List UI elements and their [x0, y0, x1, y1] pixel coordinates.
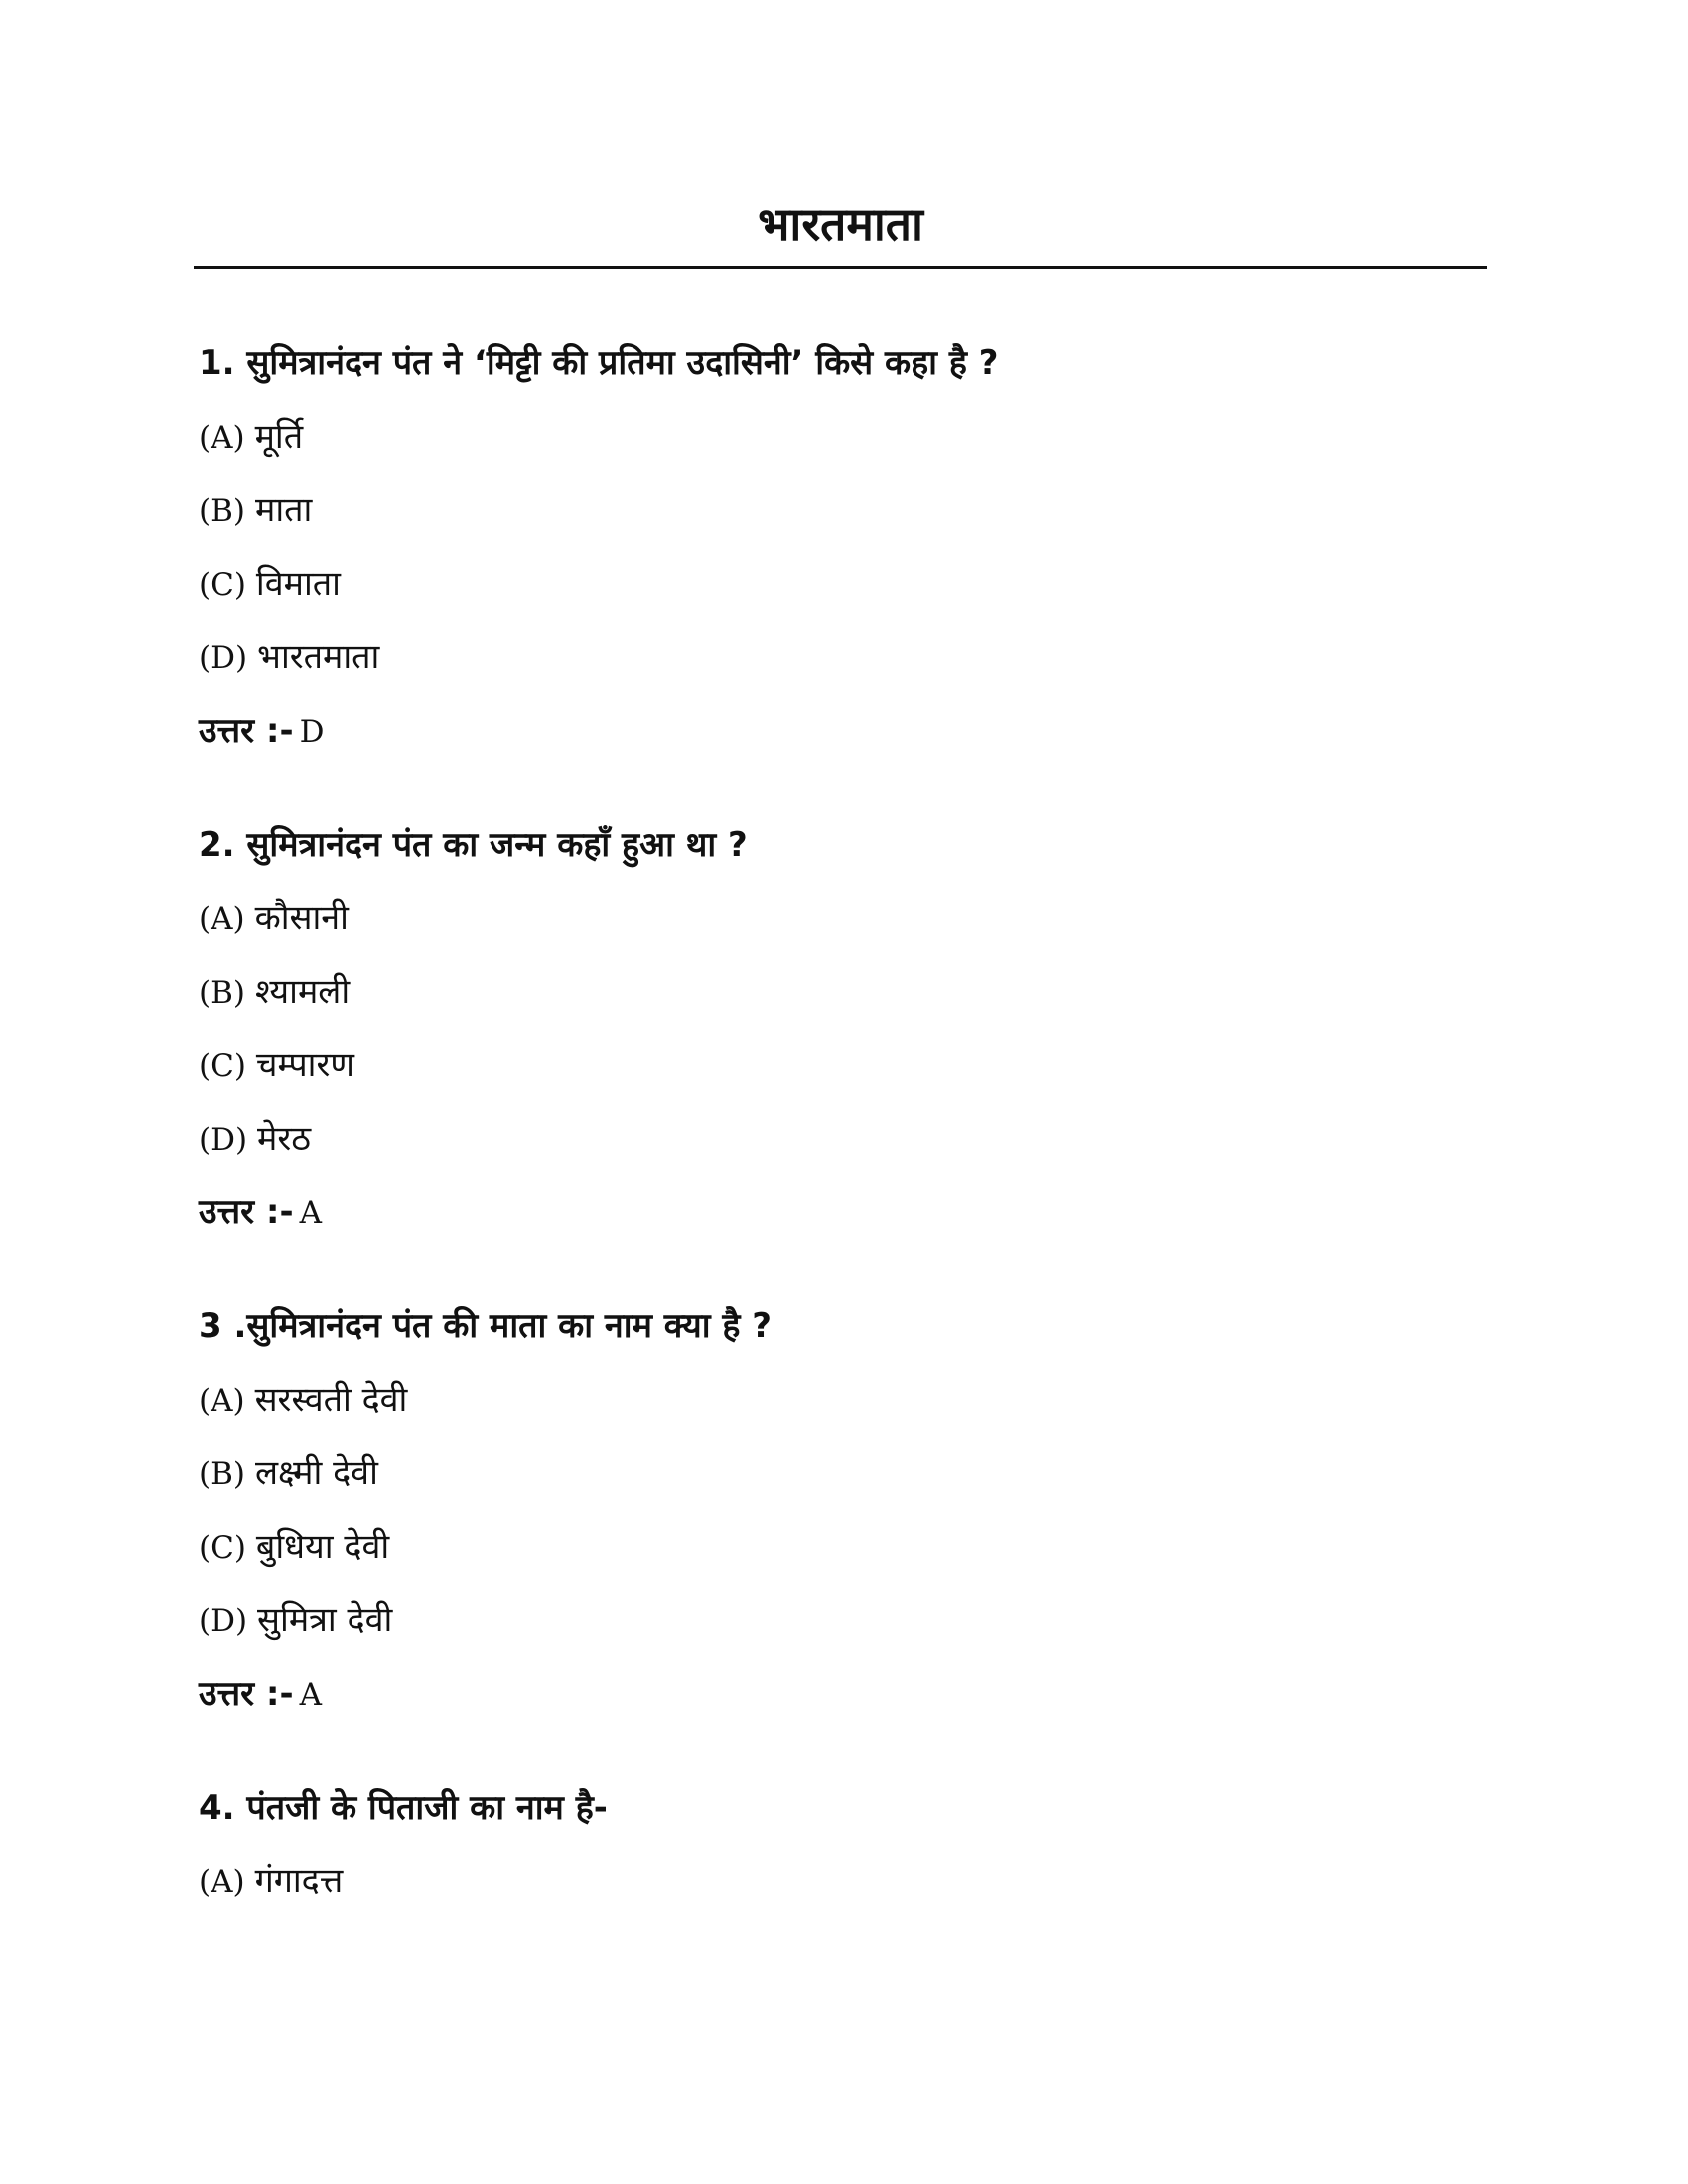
option-d — [199, 1115, 1489, 1162]
title-underline — [194, 266, 1487, 269]
option-label: (A) — [199, 1383, 245, 1419]
option-label: (B) — [199, 493, 245, 529]
option-label: (C) — [199, 1530, 246, 1566]
option-c — [199, 1041, 1489, 1089]
answer-label: उत्तर :- — [199, 1674, 294, 1713]
option-text: माता — [254, 490, 313, 530]
answer-value: A — [299, 1677, 322, 1712]
option-c — [199, 1523, 1489, 1570]
option-label: (D) — [199, 1603, 248, 1639]
option-text: लक्ष्मी देवी — [254, 1453, 378, 1493]
option-text: श्यामली — [254, 972, 351, 1012]
option-d — [199, 633, 1489, 681]
option-text: चम्पारण — [255, 1045, 354, 1085]
option-label: (B) — [199, 1456, 245, 1492]
option-text: बुधिया देवी — [255, 1527, 390, 1567]
option-text: मूर्ति — [254, 417, 304, 457]
option-text: गंगादत्त — [254, 1861, 344, 1901]
option-label: (C) — [199, 1048, 246, 1084]
answer-value: D — [299, 714, 325, 750]
option-text: सुमित्रा देवी — [257, 1600, 393, 1640]
question-1 — [199, 340, 1489, 754]
question-text: 4. पंतजी के पिताजी का नाम है- — [199, 1788, 608, 1828]
question-text: 2. सुमित्रानंदन पंत का जन्म कहाँ हुआ था ? — [199, 825, 748, 865]
option-label: (C) — [199, 567, 246, 603]
answer-line — [199, 1670, 1489, 1717]
option-a — [199, 413, 1489, 461]
option-text: सरस्वती देवी — [254, 1380, 408, 1420]
option-c — [199, 560, 1489, 608]
option-label: (B) — [199, 975, 245, 1011]
option-label: (A) — [199, 420, 245, 456]
option-b — [199, 1449, 1489, 1497]
option-text: विमाता — [255, 564, 341, 604]
option-label: (D) — [199, 640, 248, 676]
option-b — [199, 486, 1489, 534]
answer-line — [199, 1188, 1489, 1236]
page-title: भारतमाता — [758, 198, 923, 251]
answer-label: उत्तर :- — [199, 1192, 294, 1232]
option-text: भारतमाता — [257, 637, 380, 677]
question-3 — [199, 1302, 1489, 1717]
question-text: 1. सुमित्रानंदन पंत ने ‘मिट्टी की प्रतिमा उदासिनी’ किसे कहा है ? — [199, 343, 999, 383]
answer-line — [199, 707, 1489, 754]
answer-value: A — [299, 1195, 322, 1231]
option-text: मेरठ — [257, 1119, 312, 1159]
option-label: (A) — [199, 901, 245, 937]
option-d — [199, 1596, 1489, 1644]
option-a — [199, 1376, 1489, 1424]
question-4 — [199, 1784, 1489, 1905]
option-a — [199, 894, 1489, 942]
option-text: कौसानी — [254, 898, 349, 938]
option-label: (A) — [199, 1864, 245, 1900]
question-2 — [199, 821, 1489, 1236]
option-label: (D) — [199, 1122, 248, 1158]
option-b — [199, 968, 1489, 1016]
question-text: 3 .सुमित्रानंदन पंत की माता का नाम क्या है ? — [199, 1306, 772, 1346]
answer-label: उत्तर :- — [199, 711, 294, 751]
option-a — [199, 1857, 1489, 1905]
